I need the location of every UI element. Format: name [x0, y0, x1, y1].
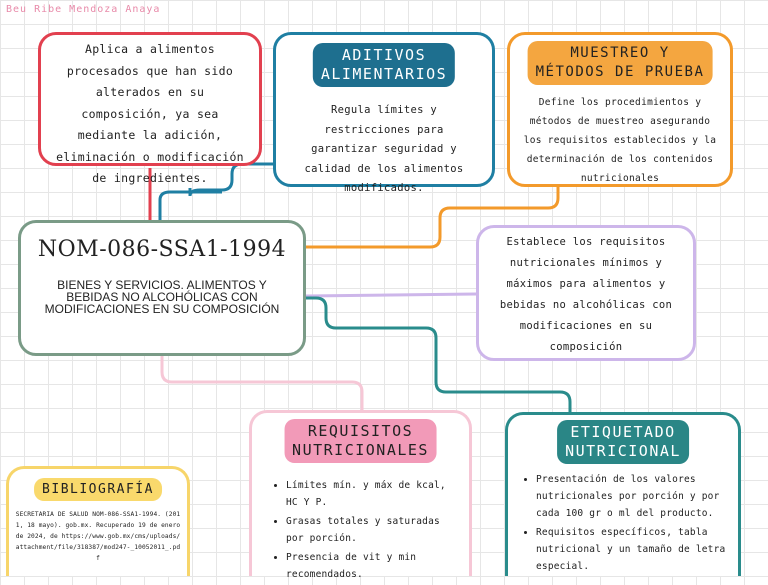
muestreo-title	[528, 41, 713, 85]
connector-establece	[306, 294, 476, 296]
etiquetado-list	[522, 471, 728, 577]
list-item: • Requisitos específicos, tabla nutricional y un tamaño de letra especial.	[536, 524, 728, 575]
muestreo-title-line1: MUESTREO Y	[570, 45, 670, 61]
aditivos-title	[313, 43, 455, 87]
establece-box	[476, 225, 696, 361]
definition-text: Aplica a alimentos procesados que han sido alterados en su composición, ya sea mediante la adición, eliminación o modificación de ingredientes.	[56, 42, 244, 185]
author-name: Beu Ribe Mendoza Anaya	[6, 4, 161, 15]
aditivos-title-line1: ADITIVOS	[341, 46, 427, 64]
requisitos-title	[284, 419, 437, 463]
bibliografia-box	[6, 466, 190, 576]
central-title: NOM-086-SSA1-1994	[37, 237, 287, 262]
requisitos-box	[249, 410, 472, 580]
requisitos-title-line2: NUTRICIONALES	[292, 441, 429, 459]
requisitos-list	[272, 477, 459, 585]
list-item: • Grasas totales y saturadas por porción.	[286, 513, 459, 547]
aditivos-box	[273, 32, 495, 194]
central-subtitle: BIENES Y SERVICIOS. ALIMENTOS Y BEBIDAS NO ALCOHÓLICAS CON MODIFICACIONES EN SU COMPOSICIÓN	[44, 278, 280, 316]
establece-text: Establece los requisitos nutricionales mínimos y máximos para alimentos y bebidas no alcohólicas con modificaciones en su composición	[499, 236, 673, 353]
aditivos-text: Regula límites y restricciones para garantizar seguridad y calidad de los alimentos modificados.	[304, 104, 464, 194]
muestreo-title-line2: MÉTODOS DE PRUEBA	[535, 64, 705, 80]
bibliografia-text: SECRETARIA DE SALUD NOM-086-SSA1-1994. (2011, 18 mayo). gob.mx. Recuperado 19 de enero de 2024, de https://www.gob.mx/cms/uploads/attachment/file/318387/mod247-_10052011_.pdf	[15, 511, 181, 562]
bibliografia-title: BIBLIOGRAFÍA	[34, 478, 162, 501]
definition-box	[38, 32, 262, 185]
aditivos-title-line2: ALIMENTARIOS	[320, 65, 448, 83]
muestreo-box	[507, 32, 733, 187]
etiquetado-title-line2: NUTRICIONAL	[565, 442, 681, 460]
muestreo-text: Define los procedimientos y métodos de muestreo asegurando los requisitos establecidos y la determinación de los contenidos nutricionales	[523, 97, 717, 184]
connector-requisitos	[162, 356, 362, 410]
etiquetado-box	[505, 412, 741, 576]
list-item: • Presentación de los valores nutricionales por porción y por cada 100 gr o ml del producto.	[536, 471, 728, 522]
etiquetado-title-line1: ETIQUETADO	[570, 423, 676, 441]
list-item: • Límites mín. y máx de kcal, HC Y P.	[286, 477, 459, 511]
connector-aditivos-down	[160, 192, 222, 220]
central-topic-box	[18, 220, 306, 356]
list-item: • Presencia de vit y min recomendados.	[286, 549, 459, 583]
requisitos-title-line1: REQUISITOS	[307, 422, 414, 440]
etiquetado-title	[557, 420, 689, 464]
